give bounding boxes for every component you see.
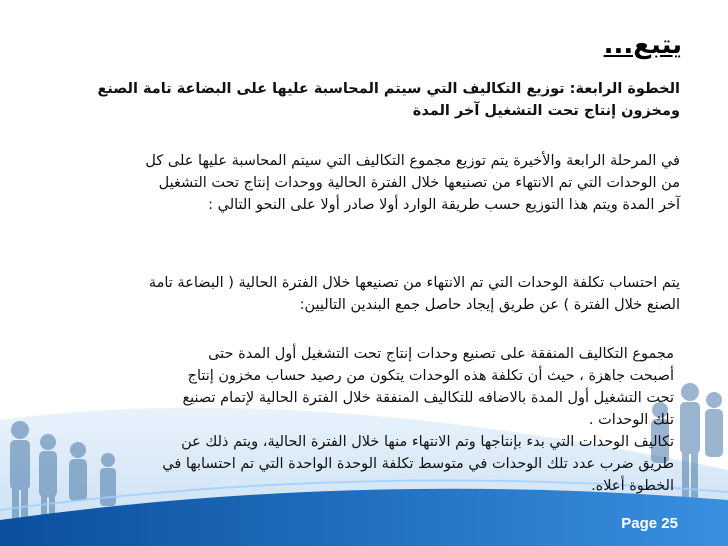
paragraph-line: الخطوة أعلاه. <box>591 478 674 494</box>
paragraph-line: الصنع خلال الفترة ) عن طريق إيجاد حاصل جمع البندين التاليين: <box>299 297 680 313</box>
paragraph-line: في المرحلة الرابعة والأخيرة يتم توزيع مجموع التكاليف التي سيتم المحاسبة عليها على كل <box>145 153 680 169</box>
step-heading <box>80 78 680 122</box>
paragraph-line: يتم احتساب تكلفة الوحدات التي تم الانتهاء من تصنيعها خلال الفترة الحالية ( البضاعة تامة <box>148 275 680 291</box>
paragraph-two-items <box>44 343 674 497</box>
paragraph-line: من الوحدات التي تم الانتهاء من تصنيعها خلال الفترة الحالية ووحدات إنتاج تحت التشغيل <box>158 175 680 191</box>
paragraph-line: تحت التشغيل أول المدة بالاضافه للتكاليف المنفقة خلال الفترة الحالية لإتمام تصنيع <box>182 390 674 406</box>
paragraph-distribution <box>40 150 680 216</box>
slide-title: يتبع... <box>603 30 682 60</box>
paragraph-line: طريق ضرب عدد تلك الوحدات في متوسط تكلفة الوحدة الواحدة التي تم احتسابها في <box>162 456 674 472</box>
step-heading-line: ومخزون إنتاج تحت التشغيل آخر المدة <box>412 103 680 119</box>
page-number: Page 25 <box>621 515 678 532</box>
paragraph-line: مجموع التكاليف المنفقة على تصنيع وحدات إنتاج تحت التشغيل أول المدة حتى <box>208 346 674 362</box>
paragraph-line: أصبحت جاهزة ، حيث أن تكلفة هذه الوحدات يتكون من رصيد حساب مخزون إنتاج <box>187 368 674 384</box>
step-heading-line: الخطوة الرابعة: توزيع التكاليف التي سيتم المحاسبة عليها على البضاعة تامة الصنع <box>97 81 680 97</box>
paragraph-line: آخر المدة ويتم هذا التوزيع حسب طريقة الوارد أولا صادر أولا على النحو التالي : <box>208 197 680 213</box>
paragraph-cost-calculation <box>40 272 680 316</box>
paragraph-line: تكاليف الوحدات التي بدء بإنتاجها وتم الانتهاء منها خلال الفترة الحالية، ويتم ذلك عن <box>181 434 674 450</box>
paragraph-line: تلك الوحدات . <box>588 412 674 428</box>
